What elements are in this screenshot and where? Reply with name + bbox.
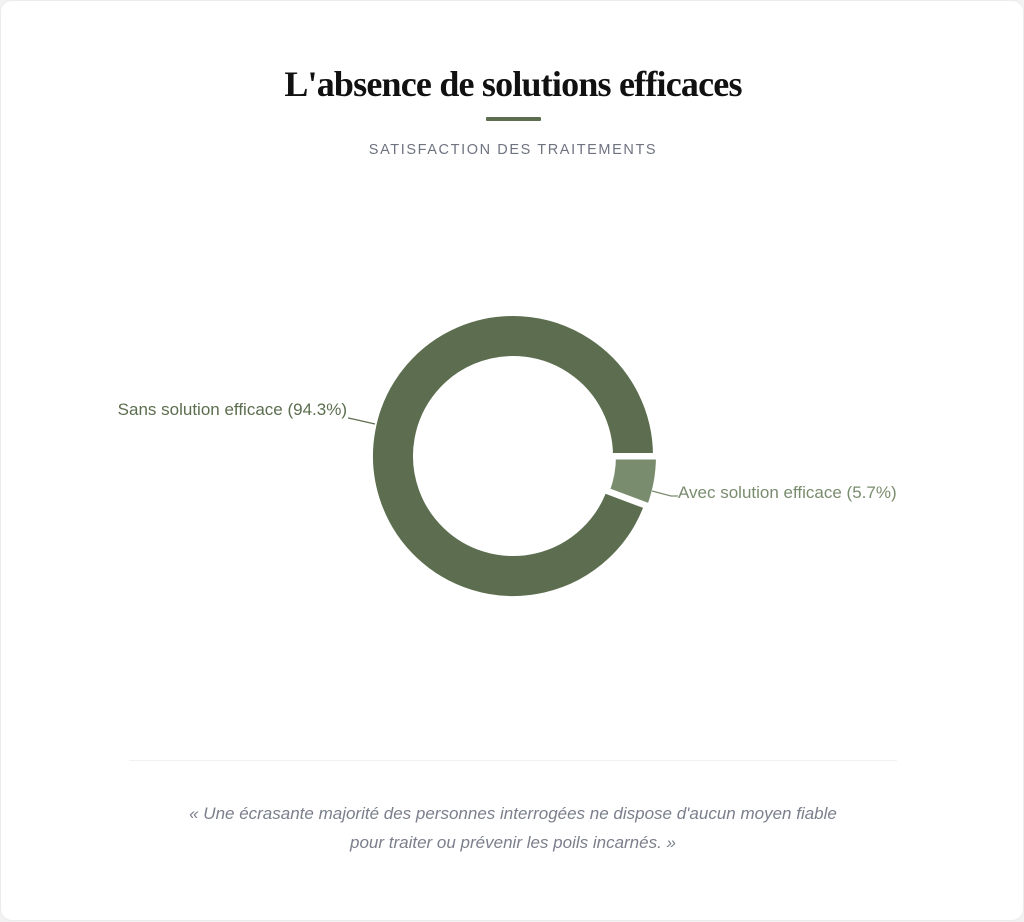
divider bbox=[129, 760, 897, 761]
quote-line-2: pour traiter ou prévenir les poils incarnés. » bbox=[350, 833, 676, 852]
label-sans-solution: Sans solution efficace (94.3%) bbox=[117, 400, 347, 419]
donut-chart bbox=[1, 1, 1024, 922]
quote-line-1: « Une écrasante majorité des personnes interrogées ne dispose d'aucun moyen fiable bbox=[189, 804, 837, 823]
donut-slices bbox=[370, 313, 659, 599]
slice-sans-solution[interactable] bbox=[370, 313, 656, 599]
chart-title: L'absence de solutions efficaces bbox=[284, 64, 742, 104]
chart-subtitle: SATISFACTION DES TRAITEMENTS bbox=[368, 142, 658, 158]
leader-line-primary bbox=[348, 418, 375, 424]
footer-quote bbox=[1, 799, 1024, 857]
label-avec-solution: Avec solution efficace (5.7%) bbox=[678, 483, 897, 502]
